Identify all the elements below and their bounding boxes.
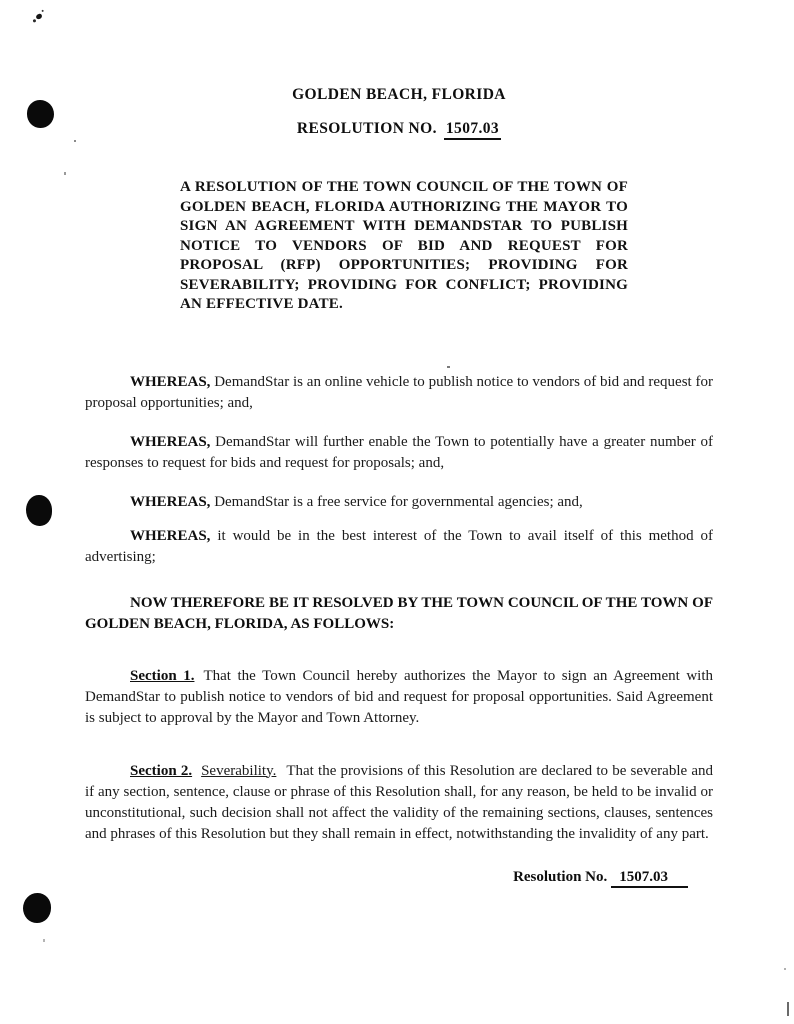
resolved-clause: NOW THEREFORE BE IT RESOLVED BY THE TOWN COUNCIL OF THE TOWN OF GOLDEN BEACH, FLORIDA, AS FOLLOWS: xyxy=(85,594,713,632)
section-1-paragraph xyxy=(85,666,713,729)
footer-resolution-number xyxy=(85,869,688,886)
whereas-text: DemandStar will further enable the Town to potentially have a greater number of responses to request for bids and request for proposals; and, xyxy=(85,433,713,471)
scan-speck xyxy=(447,366,450,368)
section-2-text: That the provisions of this Resolution are declared to be severable and if any section, sentence, clause or phrase of this Resolution shall, for any reason, be held to be invalid or unconstitutional, such decision shall not affect the validity of the remaining sections, clauses, sentences and phrases of this Resolution but they shall remain in effect, notwithstanding the invalidity of any part. xyxy=(85,762,713,842)
resolution-label: RESOLUTION NO. xyxy=(296,120,437,137)
section-1-label: Section 1. xyxy=(130,667,195,684)
footer-resolution-label: Resolution No. xyxy=(513,868,608,885)
hole-punch-mark-top xyxy=(27,100,54,128)
whereas-keyword: WHEREAS, xyxy=(130,527,211,544)
whereas-clause-3 xyxy=(85,492,713,513)
whereas-keyword: WHEREAS, xyxy=(130,493,211,510)
resolution-number-heading xyxy=(85,120,713,138)
section-2-sublabel: Severability. xyxy=(201,762,277,779)
whereas-clause-1 xyxy=(85,372,713,414)
whereas-keyword: WHEREAS, xyxy=(130,433,211,450)
resolution-preamble: A RESOLUTION OF THE TOWN COUNCIL OF THE TOWN OF GOLDEN BEACH, FLORIDA AUTHORIZING THE MAYOR TO SIGN AN AGREEMENT WITH DEMANDSTAR TO PUBLISH NOTICE TO VENDORS OF BID AND REQUEST FOR PROPOSAL (RFP) OPPORTUNITIES; PROVIDING FOR SEVERABILITY; PROVIDING FOR CONFLICT; PROVIDING AN EFFECTIVE DATE. xyxy=(180,179,628,312)
scan-speck xyxy=(74,140,76,142)
section-2-label: Section 2. xyxy=(130,762,193,779)
whereas-clause-4 xyxy=(85,526,713,568)
section-1-text: That the Town Council hereby authorizes the Mayor to sign an Agreement with DemandStar to publish notice to vendors of bid and request for proposal opportunities. Said Agreement is subject to approval by the Mayor and Town Attorney. xyxy=(85,667,713,726)
whereas-text: DemandStar is an online vehicle to publish notice to vendors of bid and request for proposal opportunities; and, xyxy=(85,373,713,411)
whereas-text: it would be in the best interest of the Town to avail itself of this method of advertising; xyxy=(85,527,713,565)
hole-punch-mark-bottom xyxy=(23,893,51,923)
scan-dash-right-edge xyxy=(787,1002,789,1016)
scan-speck xyxy=(43,939,45,942)
whereas-clause-2 xyxy=(85,432,713,474)
scan-speck xyxy=(64,172,66,175)
scan-speck-top-left xyxy=(35,13,42,19)
hole-punch-mark-middle xyxy=(26,495,52,526)
section-2-paragraph xyxy=(85,761,713,845)
document-title: GOLDEN BEACH, FLORIDA xyxy=(292,86,506,103)
scan-speck-right-edge xyxy=(784,968,786,970)
whereas-keyword: WHEREAS, xyxy=(130,373,211,390)
footer-resolution-value: 1507.03 xyxy=(611,869,688,888)
resolution-number: 1507.03 xyxy=(444,120,501,140)
whereas-text: DemandStar is a free service for governmental agencies; and, xyxy=(210,493,583,510)
